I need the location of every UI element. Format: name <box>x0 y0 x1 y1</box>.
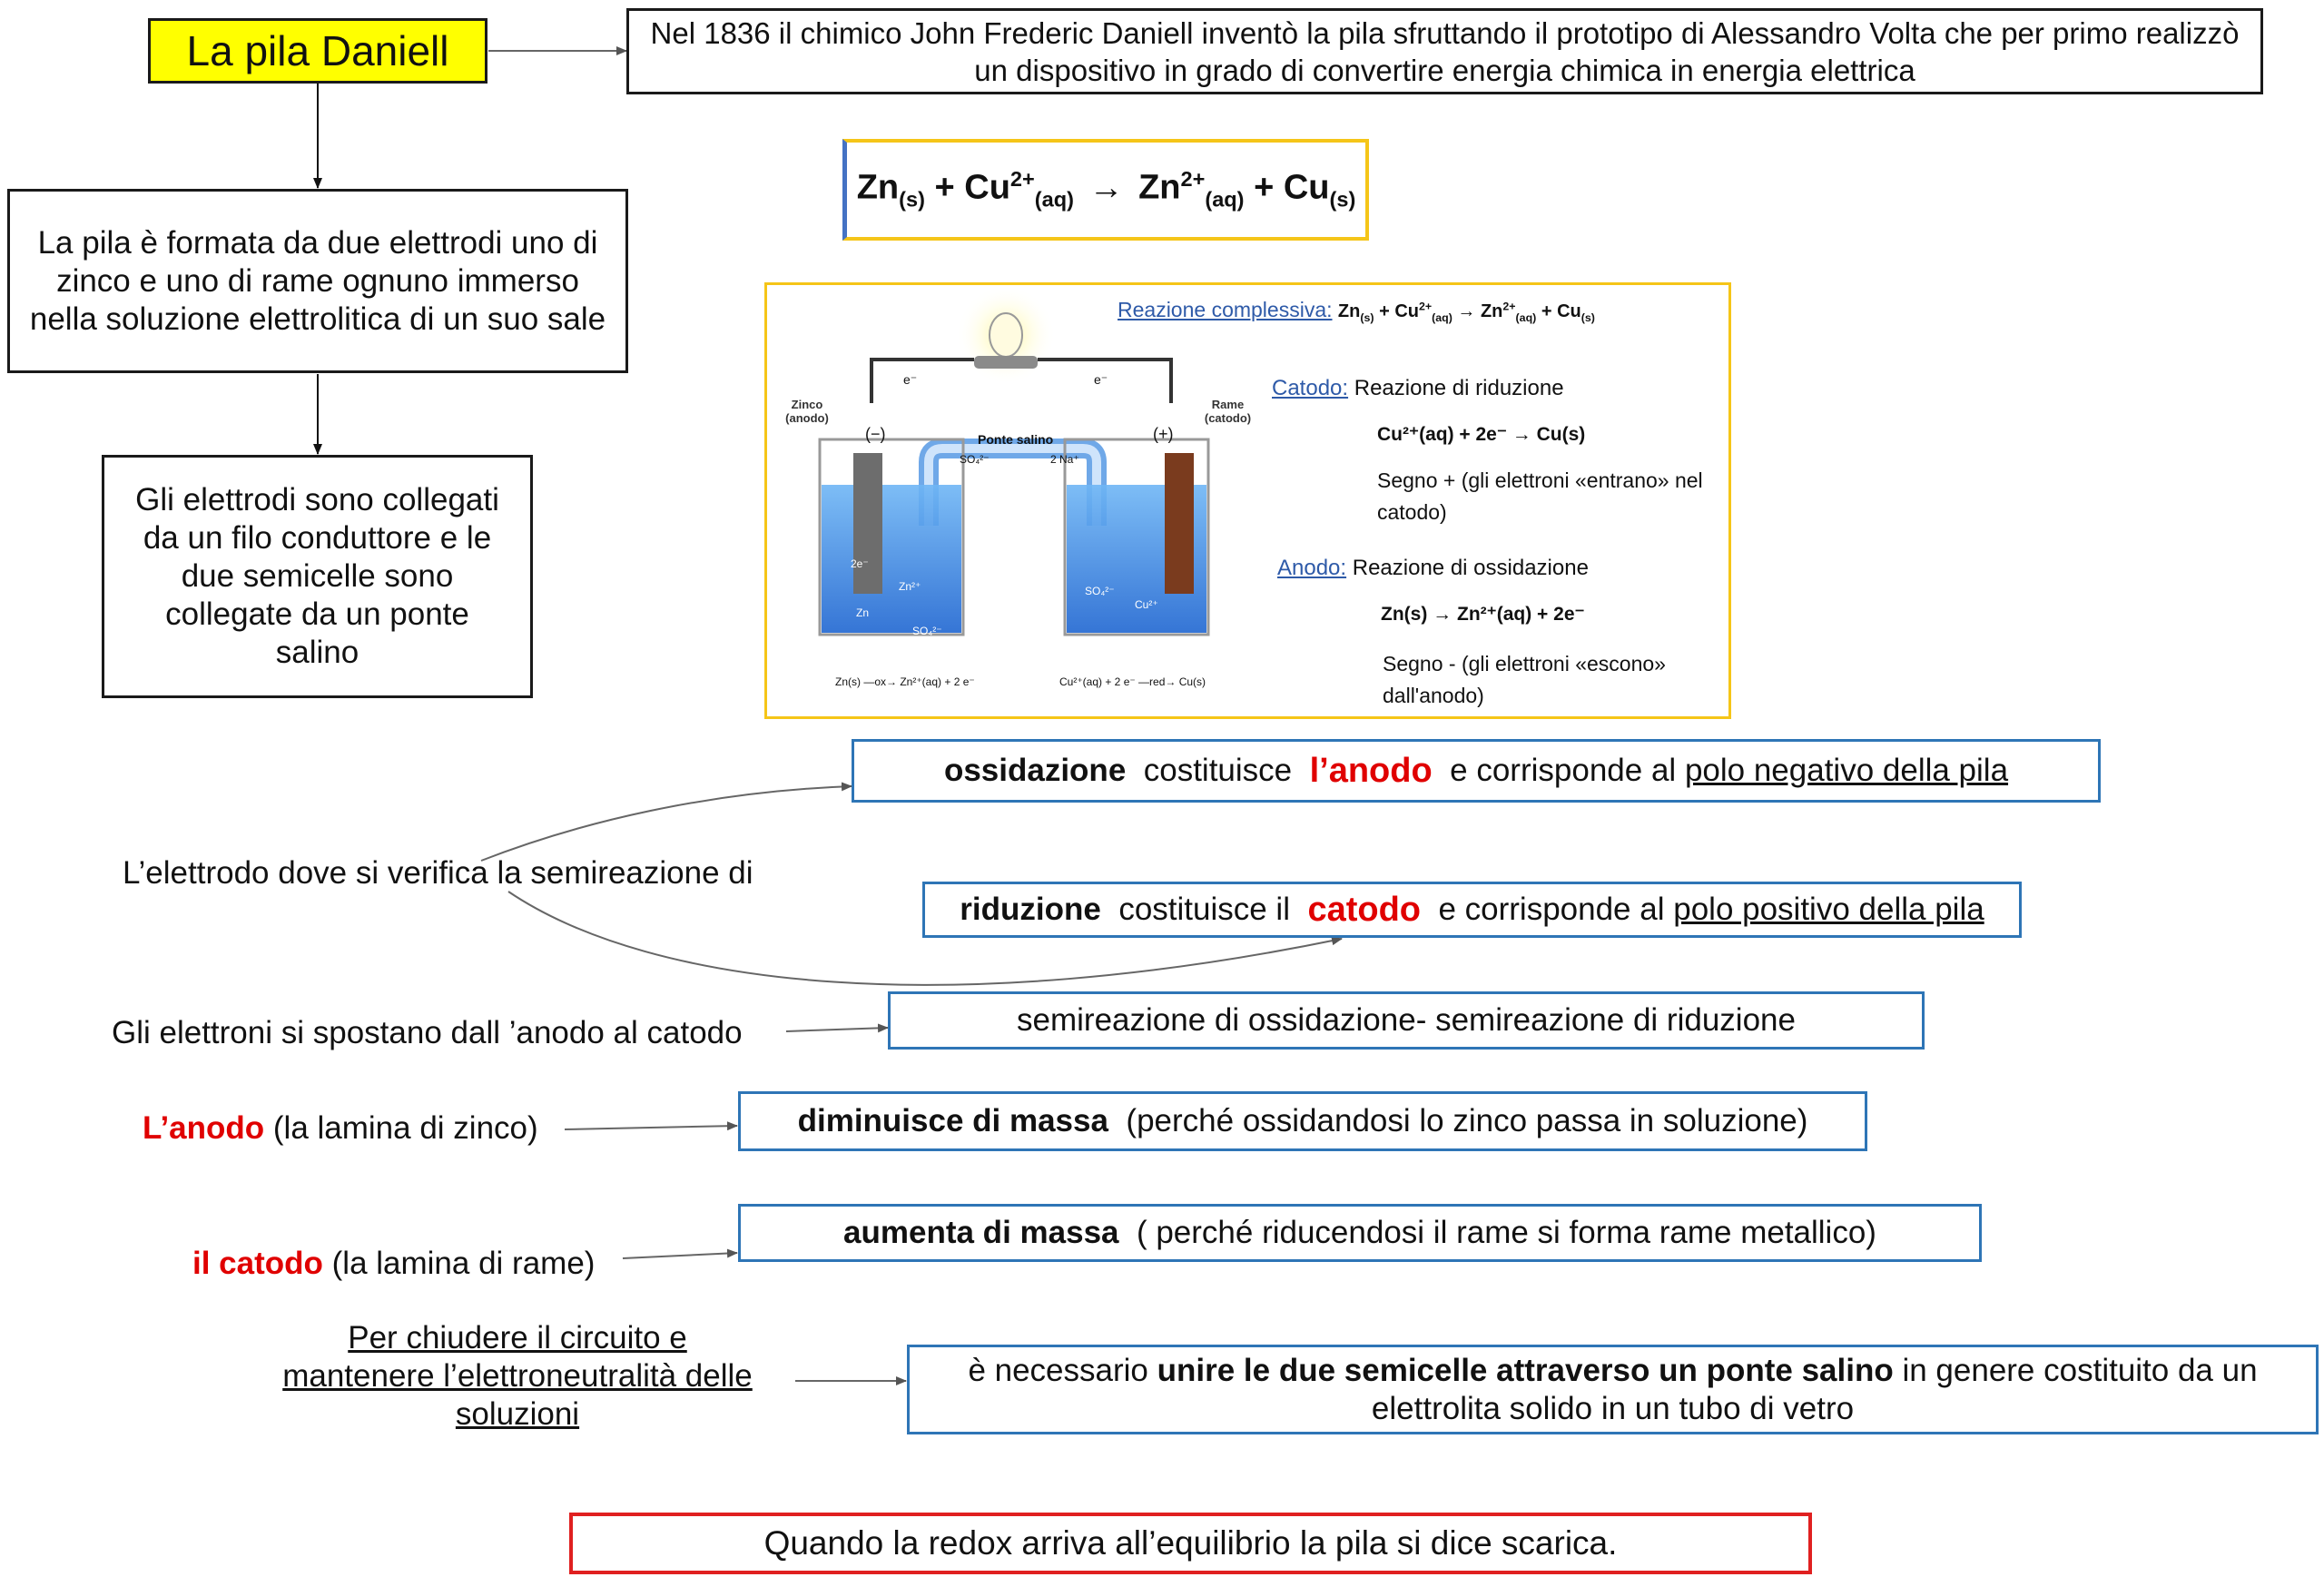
arrow-anode <box>565 1126 737 1129</box>
anode-equation: Zn(s) → Zn²⁺(aq) + 2e⁻ <box>1381 604 1585 625</box>
semireaction-label: L’elettrodo dove si verifica la semireazione di <box>123 855 753 891</box>
reduction-box: riduzione costituisce il catodo e corrisponde al polo positivo della pila <box>922 882 2022 938</box>
cathode-equation: Cu²⁺(aq) + 2e⁻ → Cu(s) <box>1377 424 1586 445</box>
cathode-label: il catodo (la lamina di rame) <box>192 1246 596 1281</box>
left-reaction: Zn(s) —ox→ Zn²⁺(aq) + 2 e⁻ <box>835 675 975 688</box>
left-so4: SO₄²⁻ <box>912 625 942 637</box>
conclusion-box <box>569 1513 1812 1574</box>
bridge-label: Ponte salino <box>978 432 1054 447</box>
salt-bridge-box <box>907 1345 2319 1434</box>
daniell-cell-figure <box>764 282 1731 719</box>
plus-sign: (+) <box>1153 425 1174 443</box>
overall-label: Reazione complessiva: <box>1118 298 1333 321</box>
right-reaction: Cu²⁺(aq) + 2 e⁻ —red→ Cu(s) <box>1059 675 1206 688</box>
page-title: La pila Daniell <box>186 27 449 74</box>
left-solution <box>822 485 961 633</box>
bulb-base <box>974 356 1038 369</box>
mass-increase-box: aumenta di massa ( perché riducendosi il rame si forma rame metallico) <box>738 1204 1982 1262</box>
right-so4: SO₄²⁻ <box>1085 585 1115 597</box>
overall-reaction: Reazione complessiva: $Zn_{(s)} + Cu^{2+}_{(aq)} \to Zn^{2+}_{(aq)} + Cu_{(s)}$ <box>1118 298 1595 324</box>
bridge-so4: SO₄²⁻ <box>960 453 990 466</box>
anode-heading: Anodo: Reazione di ossidazione <box>1277 556 1589 580</box>
connection-box <box>102 455 533 698</box>
conclusion-text: Quando la redox arriva all’equilibrio la pila si dice scarica. <box>763 1524 1618 1562</box>
right-cu2: Cu²⁺ <box>1135 598 1158 611</box>
electron-right-label: e⁻ <box>1094 372 1108 387</box>
left-zn: Zn <box>856 606 870 619</box>
left-e2: 2e⁻ <box>851 557 869 570</box>
left-zn2: Zn²⁺ <box>899 580 921 593</box>
zinc-label: Zinco (anodo) <box>785 398 829 425</box>
circuit-label: Per chiudere il circuito e mantenere l’elettroneutralità delle soluzioni <box>282 1320 753 1432</box>
composition-box <box>7 189 628 373</box>
arrow-cathode <box>623 1253 737 1258</box>
copper-label: Rame (catodo) <box>1204 398 1252 425</box>
anode-label: L’anodo (la lamina di zinco) <box>143 1110 538 1146</box>
salt-bridge-text: è necessario unire le due semicelle attraverso un ponte salino in genere costituito da un elettrolita solido in un tubo di vetro <box>968 1352 2258 1426</box>
connection-text: Gli elettrodi sono collegati da un filo conduttore e le due semicelle sono collegate da un ponte salino <box>135 482 499 670</box>
mass-decrease-box: diminuisce di massa (perché ossidandosi lo zinco passa in soluzione) <box>738 1091 1867 1151</box>
intro-text: Nel 1836 il chimico John Frederic Daniell inventò la pila sfruttando il prototipo di Alessandro Volta che per primo realizzò un dispositivo in grado di convertire energia chimica in energia elettrica <box>650 15 2240 87</box>
oxidation-box: ossidazione costituisce l’anodo e corrisponde al polo negativo della pila <box>852 739 2101 803</box>
equation-box <box>842 139 1369 241</box>
copper-electrode <box>1165 453 1194 594</box>
electron-left-label: e⁻ <box>903 372 918 387</box>
equation: $Zn_{(s)} + Cu^{2+}_{(aq)} \to Zn^{2+}_{(aq)} + Cu_{(s)}$ <box>856 167 1356 212</box>
semireaction-box <box>888 991 1925 1050</box>
electrons-label: Gli elettroni si spostano dall ’anodo al catodo <box>112 1015 743 1050</box>
bridge-na: 2 Na⁺ <box>1050 453 1079 466</box>
semireaction-text: semireazione di ossidazione- semireazione di riduzione <box>1017 1002 1796 1038</box>
bulb-icon <box>990 313 1022 357</box>
zinc-electrode <box>853 453 882 594</box>
anode-sign: Segno - (gli elettroni «escono» dall'anodo) <box>1383 652 1666 707</box>
cathode-heading: Catodo: Reazione di riduzione <box>1272 376 1564 400</box>
arrow-electrons <box>786 1028 888 1031</box>
intro-box <box>626 8 2263 94</box>
arrow-to-ossidazione <box>481 786 852 861</box>
title-box <box>148 18 487 84</box>
cathode-sign: Segno + (gli elettroni «entrano» nel catodo) <box>1377 468 1703 524</box>
composition-text: La pila è formata da due elettrodi uno di zinco e uno di rame ognuno immerso nella soluzione elettrolitica di un suo sale <box>29 224 606 337</box>
minus-sign: (−) <box>865 425 886 443</box>
